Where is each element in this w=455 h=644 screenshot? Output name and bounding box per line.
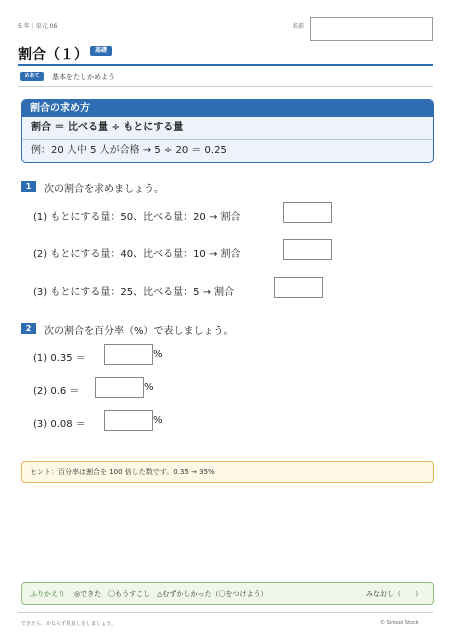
- section2-instruction: 次の割合を百分率（%）で表しましょう。: [44, 326, 234, 337]
- section1-number: 1: [21, 181, 36, 192]
- section2-question-3: (3) 0.08 ＝: [33, 419, 86, 430]
- hint-text: ヒント：百分率は割合を 100 倍した数です。0.35 → 35%: [30, 468, 215, 476]
- answer-box-1-1[interactable]: [283, 202, 332, 223]
- section1-question-1: (1) もとにする量：50、比べる量：20 → 割合: [33, 212, 241, 223]
- copyright: © School Stock: [380, 620, 419, 626]
- page-title: 割合（１）: [18, 47, 88, 63]
- section1-question-3: (3) もとにする量：25、比べる量：5 → 割合: [33, 287, 235, 298]
- review-label: ふりかえり: [30, 590, 65, 598]
- section2-question-2: (2) 0.6 ＝: [33, 386, 80, 397]
- hint-box: [21, 461, 434, 483]
- review-box: [21, 582, 434, 605]
- percent-sign-3: %: [153, 415, 163, 426]
- section1-question-2: (2) もとにする量：40、比べる量：10 → 割合: [33, 249, 241, 260]
- answer-box-2-3[interactable]: [104, 410, 153, 431]
- formula-box: [21, 99, 434, 163]
- answer-box-1-3[interactable]: [274, 277, 323, 298]
- footer-note: できたら、かならず見直しをしましょう。: [21, 621, 117, 627]
- answer-box-2-1[interactable]: [104, 344, 153, 365]
- answer-box-1-2[interactable]: [283, 239, 332, 260]
- percent-sign-2: %: [144, 382, 154, 393]
- goal-text: 基本をたしかめよう: [52, 73, 115, 81]
- name-field[interactable]: [310, 17, 433, 41]
- section1-instruction: 次の割合を求めましょう。: [44, 184, 164, 195]
- name-label: 名前: [292, 23, 305, 30]
- formula-example: 例：20 人中 5 人が合格 → 5 ÷ 20 ＝ 0.25: [31, 145, 227, 156]
- section2-number: 2: [21, 323, 36, 334]
- footer-rule: [18, 612, 433, 613]
- answer-box-2-2[interactable]: [95, 377, 144, 398]
- section2-question-1: (1) 0.35 ＝: [33, 353, 86, 364]
- goal-rule: [18, 86, 433, 87]
- title-rule: [18, 64, 433, 66]
- grade-unit-label: 5 年｜単元 06: [18, 23, 58, 30]
- review-redo[interactable]: みなおし（ ）: [366, 590, 422, 598]
- percent-sign-1: %: [153, 349, 163, 360]
- formula-rule: 割合 ＝ 比べる量 ÷ もとにする量: [31, 122, 184, 133]
- level-badge: 基礎: [90, 46, 112, 56]
- review-options[interactable]: ◎できた 〇もうすこし △むずかしかった（〇をつけよう）: [74, 590, 268, 598]
- formula-heading: 割合の求め方: [22, 100, 433, 117]
- goal-badge: めあて: [20, 72, 44, 81]
